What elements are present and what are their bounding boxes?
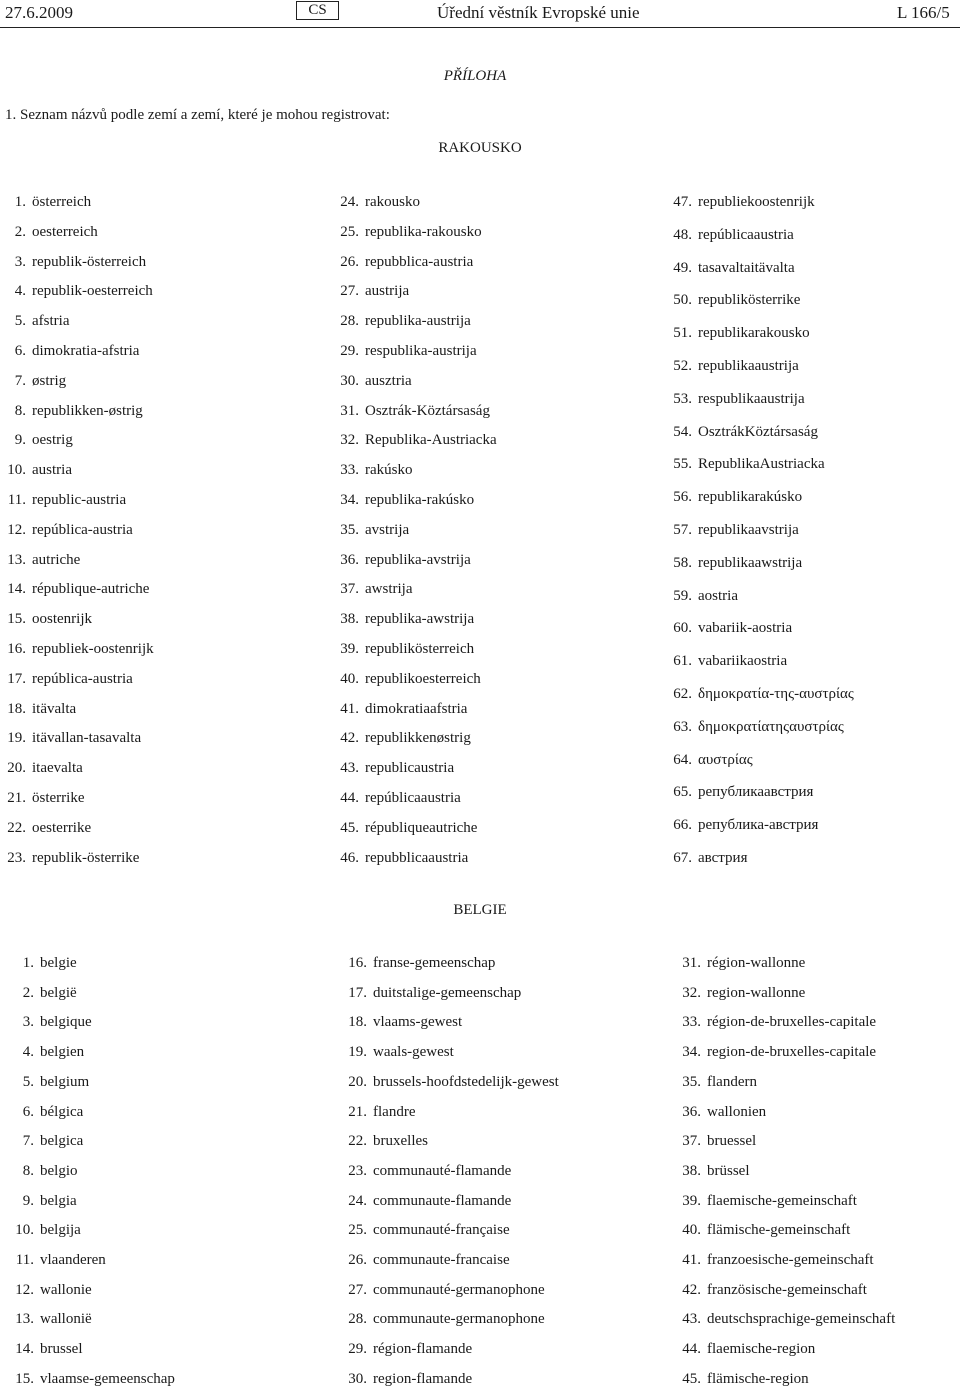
section-heading-belgium: BELGIE <box>453 902 507 918</box>
list-item-number: 36. <box>682 1104 701 1120</box>
list-item-number: 20. <box>348 1074 367 1090</box>
list-item <box>0 1162 750 1180</box>
list-item-number: 50. <box>673 292 692 308</box>
list-item-number: 10. <box>7 462 26 478</box>
list-item-name: austria <box>32 462 72 478</box>
list-item <box>0 1013 876 1031</box>
list-item <box>0 357 799 375</box>
list-item-name: republikoesterreich <box>365 671 481 687</box>
list-item-number: 29. <box>340 343 359 359</box>
list-item-name: repúblicaaustria <box>365 790 461 806</box>
list-item-name: republicaustria <box>365 760 455 776</box>
list-item <box>0 718 844 736</box>
list-item-number: 25. <box>348 1222 367 1238</box>
list-item-name: communaute-francaise <box>373 1252 510 1268</box>
list-item-name: østrig <box>32 373 67 389</box>
list-item-number: 23. <box>7 850 26 866</box>
list-item <box>0 751 753 769</box>
list-item-name: flandre <box>373 1104 416 1120</box>
publication-date: 27.6.2009 <box>5 3 73 22</box>
section-heading-austria: RAKOUSKO <box>438 140 522 156</box>
list-item-name: Osztrák-Köztársaság <box>365 403 490 419</box>
list-item-number: 13. <box>7 552 26 568</box>
list-item-name: vabariik-aostria <box>698 620 793 636</box>
list-item-number: 10. <box>15 1222 34 1238</box>
list-item-name: belgio <box>40 1163 78 1179</box>
list-item-name: republik-österrike <box>32 850 140 866</box>
list-item-number: 18. <box>348 1014 367 1030</box>
list-item <box>0 390 805 408</box>
list-item-number: 14. <box>15 1341 34 1357</box>
list-item-name: républiqueautriche <box>365 820 478 836</box>
list-item-number: 3. <box>14 254 26 270</box>
list-item-name: bruessel <box>707 1133 757 1149</box>
list-item-number: 28. <box>340 313 359 329</box>
list-item-name: republik-österreich <box>32 254 147 270</box>
list-item-name: república-austria <box>32 671 133 687</box>
list-item-number: 41. <box>340 701 359 717</box>
list-item-number: 7. <box>14 373 26 389</box>
list-item-number: 1. <box>14 194 26 210</box>
list-item-name: communauté-française <box>373 1222 510 1238</box>
list-item <box>0 1251 874 1269</box>
list-item <box>0 619 792 637</box>
list-item-name: region-flamande <box>373 1371 473 1387</box>
list-item-number: 57. <box>673 522 692 538</box>
list-item-name: republikarakousko <box>698 325 810 341</box>
list-item-name: Republika-Austriacka <box>365 432 497 448</box>
list-item-name: oesterrike <box>32 820 92 836</box>
list-item-number: 38. <box>340 611 359 627</box>
list-item-name: région-de-bruxelles-capitale <box>707 1014 877 1030</box>
list-item-number: 36. <box>340 552 359 568</box>
list-item-number: 65. <box>673 784 692 800</box>
list-item-number: 13. <box>15 1311 34 1327</box>
journal-title: Úřední věstník Evropské unie <box>437 3 640 22</box>
list-item-number: 32. <box>340 432 359 448</box>
list-item-name: republikaavstrija <box>698 522 799 538</box>
list-item-number: 28. <box>348 1311 367 1327</box>
list-item <box>0 423 818 441</box>
list-item-number: 51. <box>673 325 692 341</box>
list-item <box>0 193 815 211</box>
intro-text: 1. Seznam názvů podle zemí a zemí, které je mohou registrovat: <box>5 107 390 123</box>
list-item-name: republikkenøstrig <box>365 730 471 746</box>
list-item <box>0 587 738 605</box>
list-item-name: rakúsko <box>365 462 413 478</box>
list-item-name: oostenrijk <box>32 611 92 627</box>
list-item-number: 24. <box>340 194 359 210</box>
list-item-number: 9. <box>22 1193 34 1209</box>
list-item-number: 4. <box>14 283 26 299</box>
list-item-name: републикаавстрия <box>698 784 814 800</box>
list-item-name: communauté-flamande <box>373 1163 512 1179</box>
list-item-name: republika-avstrija <box>365 552 471 568</box>
list-item-number: 31. <box>682 955 701 971</box>
list-item-name: ausztria <box>365 373 412 389</box>
list-item-number: 45. <box>682 1371 701 1387</box>
page-header <box>0 0 960 30</box>
list-item-number: 1. <box>22 955 34 971</box>
list-item-number: 24. <box>348 1193 367 1209</box>
list-item-name: franzoesische-gemeinschaft <box>707 1252 874 1268</box>
list-item <box>0 685 854 703</box>
list-item-name: republik-oesterreich <box>32 283 153 299</box>
list-item-number: 6. <box>14 343 26 359</box>
list-item-number: 27. <box>348 1282 367 1298</box>
list-item-name: republic-austria <box>32 492 127 508</box>
list-item-name: república-austria <box>32 522 133 538</box>
list-item-name: itävalta <box>32 701 77 717</box>
list-item <box>0 1043 876 1061</box>
list-item <box>0 1073 757 1091</box>
list-item <box>0 521 799 539</box>
list-item-name: belgië <box>40 985 77 1001</box>
list-item-number: 45. <box>340 820 359 836</box>
list-item-name: bruxelles <box>373 1133 428 1149</box>
list-item-name: vabariikaostria <box>698 653 788 669</box>
list-item-name: republikösterrike <box>698 292 801 308</box>
list-item-number: 3. <box>22 1014 34 1030</box>
list-item-name: republiekoostenrijk <box>698 194 815 210</box>
list-item-name: avstrija <box>365 522 410 538</box>
list-item <box>0 1221 850 1239</box>
list-item-number: 53. <box>673 391 692 407</box>
list-item-number: 42. <box>340 730 359 746</box>
list-item-number: 11. <box>7 492 26 508</box>
list-item-name: vlaamse-gemeenschap <box>40 1371 175 1387</box>
list-item <box>0 291 800 309</box>
list-item-name: vlaams-gewest <box>373 1014 463 1030</box>
list-item-name: österreich <box>32 194 92 210</box>
list-item-name: dimokratiaafstria <box>365 701 468 717</box>
list-item-name: itävallan-tasavalta <box>32 730 142 746</box>
list-item-name: RepublikaAustriacka <box>698 456 825 472</box>
annex-title-text: PŘÍLOHA <box>443 68 507 84</box>
list-item-name: belgien <box>40 1044 85 1060</box>
list-item-number: 16. <box>7 641 26 657</box>
list-item-name: brussel <box>40 1341 83 1357</box>
list-item-number: 41. <box>682 1252 701 1268</box>
list-item-name: belgija <box>40 1222 81 1238</box>
list-item-name: republikaawstrija <box>698 555 803 571</box>
list-item-number: 56. <box>673 489 692 505</box>
list-item-number: 12. <box>7 522 26 538</box>
list-item <box>0 488 802 506</box>
list-item-name: republika-rakúsko <box>365 492 475 508</box>
list-item-name: itaevalta <box>32 760 83 776</box>
list-item-name: belgique <box>40 1014 92 1030</box>
list-item-number: 46. <box>340 850 359 866</box>
list-item-name: franse-gemeenschap <box>373 955 496 971</box>
list-item <box>0 324 810 342</box>
list-item <box>0 554 802 572</box>
list-item-number: 18. <box>7 701 26 717</box>
list-item-number: 58. <box>673 555 692 571</box>
list-item-name: dimokratia-afstria <box>32 343 140 359</box>
list-item-number: 34. <box>340 492 359 508</box>
list-item-number: 30. <box>348 1371 367 1387</box>
list-item-name: republiek-oostenrijk <box>32 641 154 657</box>
list-item-name: duitstalige-gemeenschap <box>373 985 522 1001</box>
list-item-number: 40. <box>340 671 359 687</box>
list-item-number: 49. <box>673 260 692 276</box>
list-item-number: 9. <box>14 432 26 448</box>
list-item-number: 22. <box>348 1133 367 1149</box>
list-item-name: flandern <box>707 1074 757 1090</box>
list-item-name: republikaaustrija <box>698 358 799 374</box>
list-item-name: republikken-østrig <box>32 403 143 419</box>
list-item-number: 38. <box>682 1163 701 1179</box>
list-item-number: 52. <box>673 358 692 374</box>
list-item-number: 48. <box>673 227 692 243</box>
list-item-number: 34. <box>682 1044 701 1060</box>
list-item-number: 60. <box>673 620 692 636</box>
list-item-number: 35. <box>340 522 359 538</box>
list-item-number: 5. <box>22 1074 34 1090</box>
list-item-number: 64. <box>673 752 692 768</box>
list-item-name: wallonië <box>40 1311 92 1327</box>
list-item-name: republikarakúsko <box>698 489 803 505</box>
list-item-name: австрия <box>698 850 748 866</box>
list-item-number: 31. <box>340 403 359 419</box>
list-item-name: österrike <box>32 790 85 806</box>
header-divider <box>0 27 960 28</box>
list-item-name: δημοκρατία-της-αυστρίας <box>698 686 854 702</box>
list-item-name: waals-gewest <box>373 1044 454 1060</box>
list-item-number: 5. <box>14 313 26 329</box>
list-item-number: 29. <box>348 1341 367 1357</box>
list-item-number: 40. <box>682 1222 701 1238</box>
list-item-number: 15. <box>7 611 26 627</box>
list-item-number: 25. <box>340 224 359 240</box>
list-item-number: 43. <box>682 1311 701 1327</box>
list-item-name: republikösterreich <box>365 641 475 657</box>
list-item-name: flaemische-region <box>707 1341 816 1357</box>
list-item-number: 14. <box>7 581 26 597</box>
list-item-number: 12. <box>15 1282 34 1298</box>
list-item-number: 42. <box>682 1282 701 1298</box>
list-item-number: 43. <box>340 760 359 776</box>
list-item <box>0 259 795 277</box>
list-item-number: 30. <box>340 373 359 389</box>
list-item <box>0 1370 809 1388</box>
list-item-name: republika-austrija <box>365 313 471 329</box>
list-item-name: flämische-gemeinschaft <box>707 1222 851 1238</box>
list-item-name: OsztrákKöztársaság <box>698 424 818 440</box>
list-item-number: 2. <box>14 224 26 240</box>
list-item-name: respublikaaustrija <box>698 391 805 407</box>
list-item-number: 8. <box>22 1163 34 1179</box>
list-item-number: 44. <box>340 790 359 806</box>
list-item-number: 26. <box>340 254 359 270</box>
list-item-name: rakousko <box>365 194 420 210</box>
list-item-number: 33. <box>340 462 359 478</box>
list-item-number: 7. <box>22 1133 34 1149</box>
list-item-name: brüssel <box>707 1163 750 1179</box>
list-item-name: region-wallonne <box>707 985 806 1001</box>
list-item-number: 39. <box>340 641 359 657</box>
list-item-name: region-de-bruxelles-capitale <box>707 1044 877 1060</box>
list-item-number: 33. <box>682 1014 701 1030</box>
list-item-name: région-flamande <box>373 1341 473 1357</box>
list-item-number: 27. <box>340 283 359 299</box>
list-item-name: tasavaltaitävalta <box>698 260 795 276</box>
list-item-name: flaemische-gemeinschaft <box>707 1193 857 1209</box>
list-item-number: 11. <box>15 1252 34 1268</box>
list-item-name: δημοκρατίατηςαυστρίας <box>698 719 844 735</box>
list-item-name: autriche <box>32 552 81 568</box>
list-item-name: flämische-region <box>707 1371 809 1387</box>
list-item-number: 15. <box>15 1371 34 1387</box>
list-item-name: belgium <box>40 1074 90 1090</box>
list-item-number: 44. <box>682 1341 701 1357</box>
list-item-name: wallonie <box>40 1282 92 1298</box>
list-item-name: französische-gemeinschaft <box>707 1282 867 1298</box>
language-badge: CS <box>296 1 339 20</box>
list-item-name: communaute-germanophone <box>373 1311 545 1327</box>
list-item <box>0 1192 857 1210</box>
list-item-number: 61. <box>673 653 692 669</box>
list-item <box>0 1132 756 1150</box>
list-item-number: 62. <box>673 686 692 702</box>
list-item-name: belgia <box>40 1193 77 1209</box>
list-item-number: 39. <box>682 1193 701 1209</box>
list-item-name: belgica <box>40 1133 84 1149</box>
list-item <box>0 1281 867 1299</box>
list-item-name: belgie <box>40 955 77 971</box>
list-item-number: 66. <box>673 817 692 833</box>
list-item-number: 20. <box>7 760 26 776</box>
list-item-number: 37. <box>340 581 359 597</box>
list-item <box>0 954 805 972</box>
list-item-number: 54. <box>673 424 692 440</box>
list-item-number: 55. <box>673 456 692 472</box>
annex-title <box>0 68 960 85</box>
list-item-name: communaute-flamande <box>373 1193 512 1209</box>
list-item-name: repúblicaaustria <box>698 227 794 243</box>
list-item-name: afstria <box>32 313 70 329</box>
list-item-name: republika-awstrija <box>365 611 475 627</box>
list-item-name: république-autriche <box>32 581 150 597</box>
list-item-number: 22. <box>7 820 26 836</box>
list-item-name: αυστρίας <box>698 752 753 768</box>
list-item-number: 26. <box>348 1252 367 1268</box>
list-item-number: 8. <box>14 403 26 419</box>
list-item <box>0 652 787 670</box>
list-item <box>0 455 825 473</box>
list-item-number: 63. <box>673 719 692 735</box>
list-item-name: republika-rakousko <box>365 224 482 240</box>
list-item-number: 16. <box>348 955 367 971</box>
list-item-number: 32. <box>682 985 701 1001</box>
list-item-name: repubblicaaustria <box>365 850 469 866</box>
list-item-number: 19. <box>348 1044 367 1060</box>
list-item-name: repubblica-austria <box>365 254 474 270</box>
page-number: L 166/5 <box>897 3 950 22</box>
list-item <box>0 1103 766 1121</box>
list-item-name: wallonien <box>707 1104 767 1120</box>
list-item-name: région-wallonne <box>707 955 806 971</box>
list-item-name: respublika-austrija <box>365 343 477 359</box>
list-item-name: oesterreich <box>32 224 98 240</box>
list-item <box>0 1310 895 1328</box>
list-item-number: 67. <box>673 850 692 866</box>
list-item-name: република-австрия <box>698 817 819 833</box>
list-item-name: aostria <box>698 588 738 604</box>
list-item-name: deutschsprachige-gemeinschaft <box>707 1311 896 1327</box>
list-item-number: 4. <box>22 1044 34 1060</box>
list-item-name: austrija <box>365 283 410 299</box>
list-item-number: 47. <box>673 194 692 210</box>
list-item-number: 6. <box>22 1104 34 1120</box>
list-item <box>0 849 747 867</box>
list-item-number: 17. <box>7 671 26 687</box>
list-item <box>0 783 813 801</box>
list-item-number: 23. <box>348 1163 367 1179</box>
list-item-name: bélgica <box>40 1104 84 1120</box>
list-item-number: 19. <box>7 730 26 746</box>
list-item <box>0 984 805 1002</box>
list-item-number: 35. <box>682 1074 701 1090</box>
list-item-name: awstrija <box>365 581 413 597</box>
list-item <box>0 1340 815 1358</box>
list-item-number: 2. <box>22 985 34 1001</box>
list-item-number: 59. <box>673 588 692 604</box>
list-item <box>0 816 818 834</box>
list-item-number: 17. <box>348 985 367 1001</box>
list-item-name: vlaanderen <box>40 1252 106 1268</box>
list-item-number: 21. <box>7 790 26 806</box>
list-item-name: communauté-germanophone <box>373 1282 545 1298</box>
list-item-name: oestrig <box>32 432 73 448</box>
list-item-number: 37. <box>682 1133 701 1149</box>
list-item-name: brussels-hoofdstedelijk-gewest <box>373 1074 559 1090</box>
list-item-number: 21. <box>348 1104 367 1120</box>
list-item <box>0 226 794 244</box>
